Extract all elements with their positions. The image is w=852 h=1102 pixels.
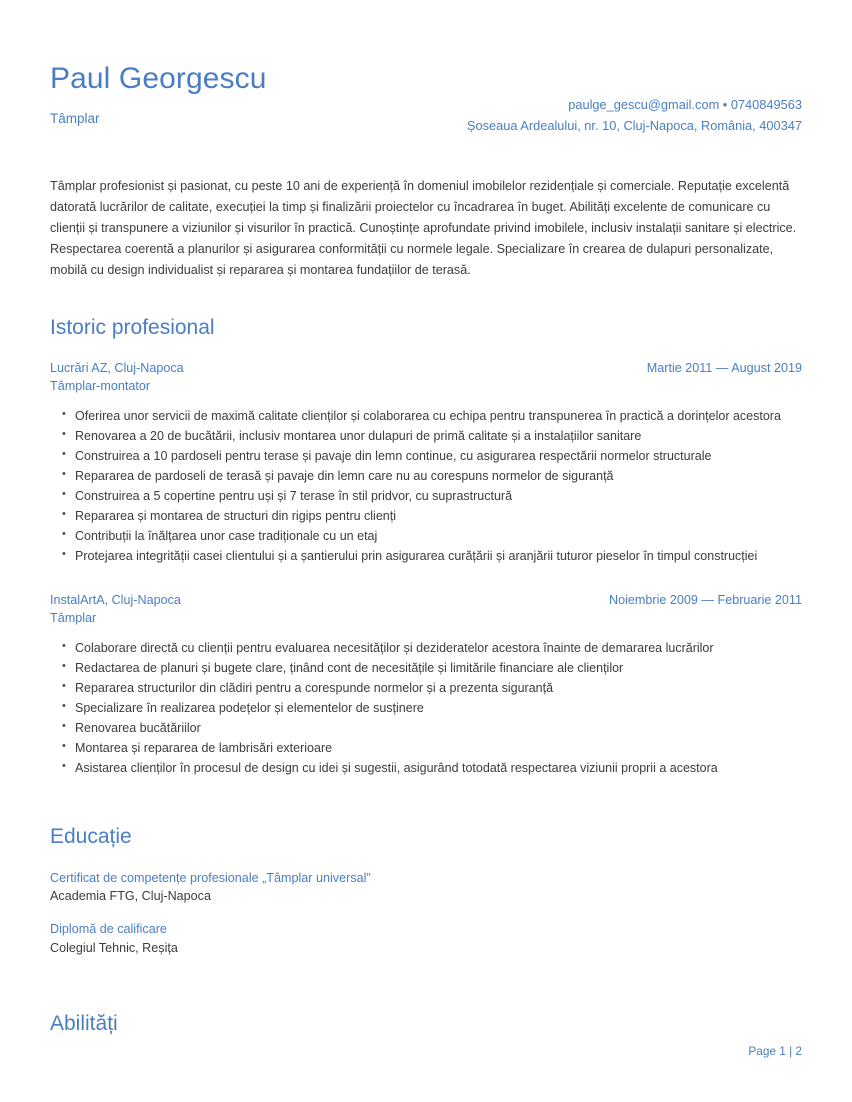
education-degree: Diplomă de calificare (50, 922, 167, 937)
list-item: • Renovarea a 20 de bucătării, inclusiv montarea unor dulapuri de primă calitate și a instalațiilor sanitare (50, 427, 802, 446)
experience-section (50, 315, 802, 778)
job-employer: Lucrări AZ, Cluj-Napoca (50, 361, 184, 376)
contact-block (467, 62, 802, 136)
job-role: Tâmplar-montator (50, 378, 151, 393)
list-item: • Protejarea integrității casei clientului și a șantierului prin asigurarea curățării și aranjării tuturor pieselor în timpul construcției (50, 547, 802, 566)
header-job-title: Tâmplar (50, 110, 100, 126)
contact-address: Șoseaua Ardealului, nr. 10, Cluj-Napoca, România, 400347 (466, 117, 802, 133)
job-employer: InstalArtA, Cluj-Napoca (50, 592, 181, 607)
list-item: • Construirea a 5 copertine pentru uși și 7 terase în stil pridvor, cu suprastructură (50, 487, 802, 506)
education-degree: Certificat de competențe profesionale „Tâmplar universal” (50, 870, 371, 885)
list-item: • Contribuții la înălțarea unor case tradiționale cu un etaj (50, 527, 802, 546)
job-header (50, 592, 802, 610)
professional-summary: Tâmplar profesionist și pasionat, cu peste 10 ani de experiență în domeniul imobilelor rezidențiale și comerciale. Reputație excelentă datorată lucrărilor de calitate, execuției la timp și finalizării proiectelor cu încadrarea în buget. Abilități excelente de comunicare cu clienții și transpunere a viziunilor și visurilor în practică. Cunoștințe aprofundate privind imobilele, inclusiv instalații sanitare și electrice. Respectarea coerentă a planurilor și asigurarea conformității cu normele legale. Specializare în crearea de dulapuri personalizate, mobilă cu design individualist și repararea și montarea fundațiilor de terasă. (50, 179, 797, 277)
list-item: • Oferirea unor servicii de maximă calitate clienților și colaborarea cu echipa pentru transpunerea în practică a dorințelor acestora (50, 407, 802, 426)
job-entry (50, 360, 802, 566)
job-entry (50, 592, 802, 778)
skills-section-title: Abilități (50, 1011, 118, 1035)
page-footer: Page 1 | 2 (748, 1044, 802, 1058)
list-item: • Montarea și repararea de lambrisări exterioare (50, 739, 802, 758)
list-item: • Repararea de pardoseli de terasă și pavaje din lemn care nu au corespuns normelor de siguranță (50, 467, 802, 486)
list-item: • Redactarea de planuri și bugete clare, ținând cont de necesitățile și limitările financiare ale clienților (50, 659, 802, 678)
job-header (50, 360, 802, 378)
experience-section-title: Istoric profesional (50, 315, 215, 339)
contact-email-phone: paulge_gescu@gmail.com • 0740849563 (568, 97, 802, 112)
list-item: • Specializare în realizarea podețelor și elementelor de susținere (50, 699, 802, 718)
education-school: Colegiul Tehnic, Reșița (50, 940, 178, 955)
page-title: Paul Georgescu (50, 62, 267, 95)
education-entry (50, 869, 802, 906)
resume-header (50, 62, 802, 136)
education-section-title: Educație (50, 824, 132, 848)
job-responsibility-list (50, 407, 802, 566)
list-item: • Colaborare directă cu clienții pentru evaluarea necesităților și dezideratelor acestora înainte de demararea lucrărilor (50, 639, 802, 658)
job-responsibility-list (50, 639, 802, 778)
list-item: • Asistarea clienților în procesul de design cu idei și sugestii, asigurând totodată respectarea viziunii proprii a acestora (50, 759, 802, 778)
list-item: • Construirea a 10 pardoseli pentru terase și pavaje din lemn continue, cu asigurarea respectării normelor structurale (50, 447, 802, 466)
list-item: • Repararea structurilor din clădiri pentru a corespunde normelor și a prezenta siguranță (50, 679, 802, 698)
identity-block (50, 62, 267, 127)
skills-section (50, 1011, 802, 1036)
job-dates: Noiembrie 2009 — Februarie 2011 (609, 592, 802, 607)
list-item: • Repararea și montarea de structuri din rigips pentru clienți (50, 507, 802, 526)
education-entry (50, 920, 802, 957)
list-item: • Renovarea bucătăriilor (50, 719, 802, 738)
job-dates: Martie 2011 — August 2019 (646, 361, 802, 376)
job-role: Tâmplar (50, 610, 97, 625)
education-school: Academia FTG, Cluj-Napoca (50, 889, 211, 904)
education-section (50, 824, 802, 957)
